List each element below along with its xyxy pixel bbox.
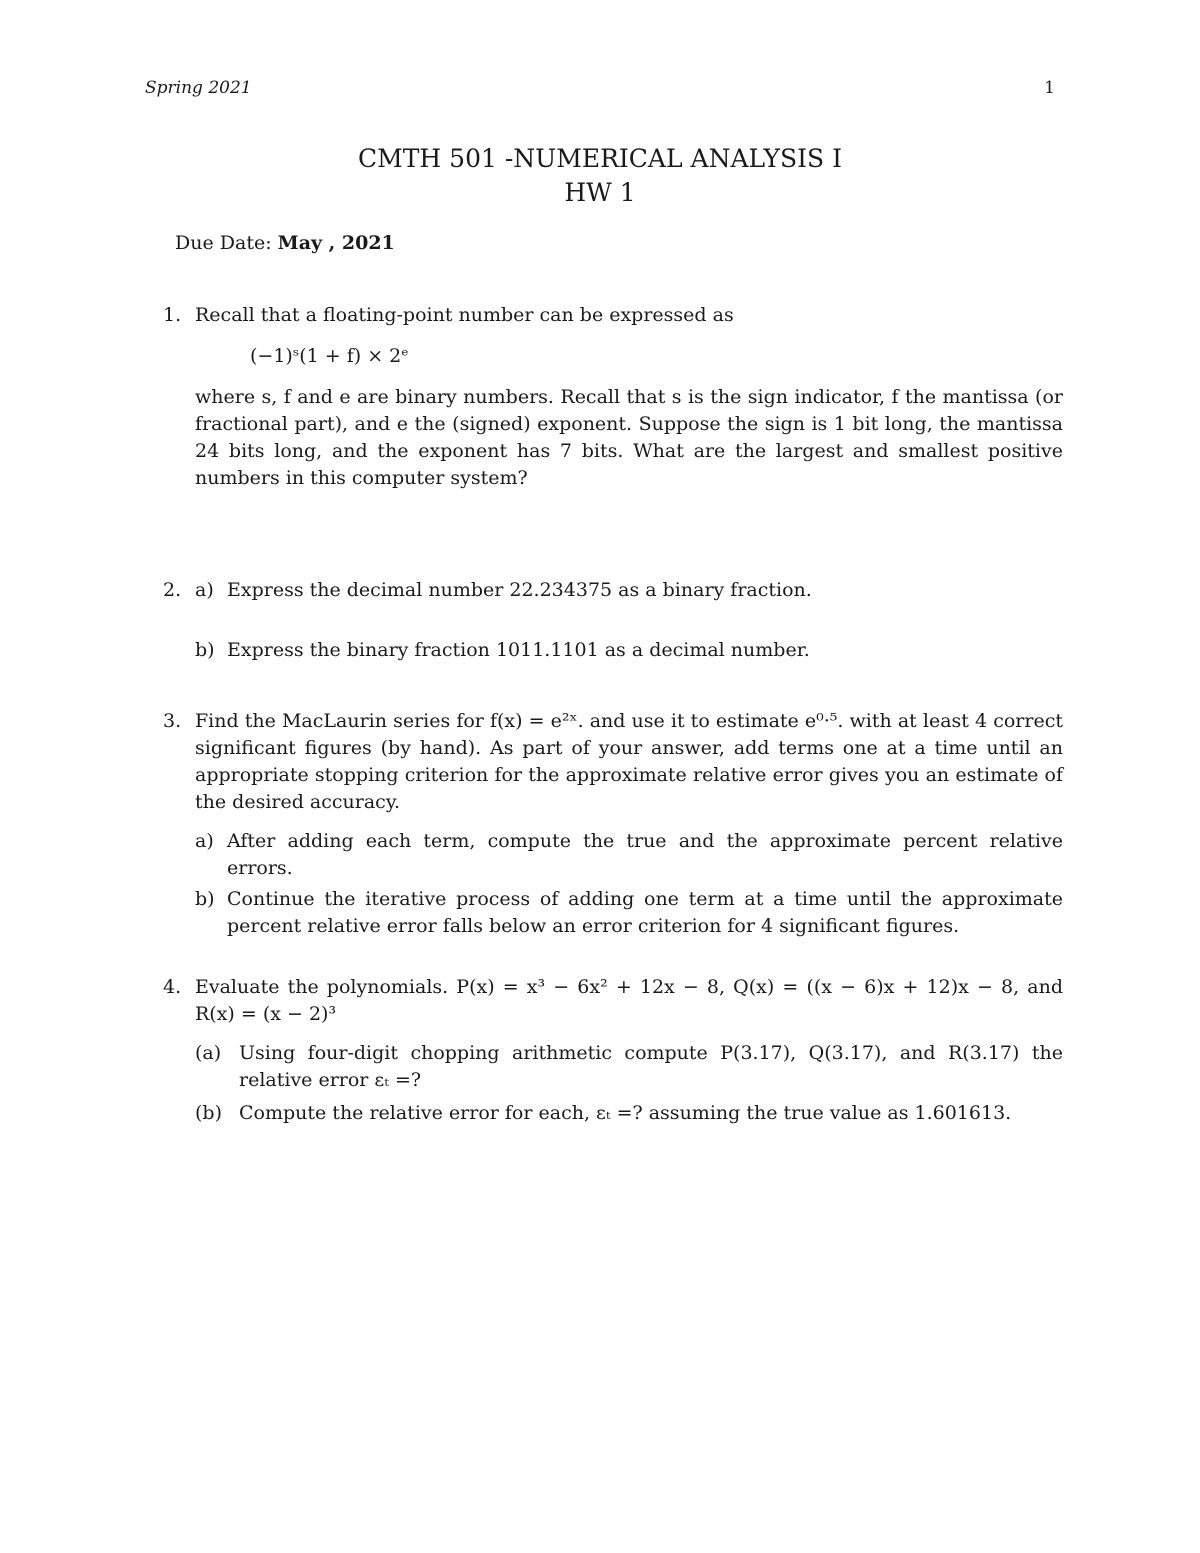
question-part xyxy=(195,828,1063,882)
running-head: Spring 2021 xyxy=(145,78,252,98)
question-3 xyxy=(163,708,1063,940)
part-text: Continue the iterative process of adding one term at a time until the approximate percent relative error falls below an error criterion for 4 significant figures. xyxy=(227,888,1063,937)
question-part xyxy=(195,1040,1063,1094)
part-text: Using four-digit chopping arithmetic compute P(3.17), Q(3.17), and R(3.17) the relative error εₜ =? xyxy=(239,1042,1063,1091)
question-number: 1. xyxy=(163,304,182,326)
part-label: a) xyxy=(195,579,214,601)
question-intro: Recall that a floating-point number can be expressed as xyxy=(195,304,734,326)
question-2 xyxy=(163,577,1063,664)
question-1 xyxy=(163,302,1063,492)
part-label: (b) xyxy=(195,1102,222,1124)
float-formula: (−1)ˢ(1 + f) × 2ᵉ xyxy=(250,345,409,367)
question-4 xyxy=(163,974,1063,1127)
part-label: b) xyxy=(195,888,215,910)
part-label: a) xyxy=(195,830,214,852)
question-body: Evaluate the polynomials. P(x) = x³ − 6x² + 12x − 8, Q(x) = ((x − 6)x + 12)x − 8, and R(x) = (x − 2)³ xyxy=(195,976,1063,1025)
course-title: CMTH 501 -NUMERICAL ANALYSIS I xyxy=(358,144,842,173)
question-part xyxy=(195,637,1063,664)
due-date xyxy=(175,232,395,254)
question-body: Find the MacLaurin series for f(x) = e²ˣ. and use it to estimate e⁰·⁵. with at least 4 correct significant figures (by hand). As part of your answer, add terms one at a time until an appropriate stopping criterion for the approximate relative error gives you an estimate of the desired accuracy. xyxy=(195,710,1063,813)
question-number: 4. xyxy=(163,976,182,998)
part-text: After adding each term, compute the true and the approximate percent relative errors. xyxy=(227,830,1063,879)
part-text: Express the decimal number 22.234375 as a binary fraction. xyxy=(227,579,812,601)
part-label: (a) xyxy=(195,1042,222,1064)
due-label: Due Date: xyxy=(175,232,272,254)
title-block xyxy=(0,142,1200,210)
question-part xyxy=(195,1100,1063,1127)
question-part xyxy=(195,577,1063,604)
question-number: 2. xyxy=(163,579,182,601)
assignment-title: HW 1 xyxy=(564,178,636,207)
question-part xyxy=(195,886,1063,940)
due-value: May , 2021 xyxy=(277,232,395,254)
part-label: b) xyxy=(195,639,215,661)
page-number: 1 xyxy=(1044,78,1055,98)
part-text: Express the binary fraction 1011.1101 as a decimal number. xyxy=(227,639,810,661)
question-body: where s, f and e are binary numbers. Recall that s is the sign indicator, f the mantissa (or fractional part), and e the (signed) exponent. Suppose the sign is 1 bit long, the mantissa 24 bits long, and the exponent has 7 bits. What are the largest and smallest positive numbers in this computer system? xyxy=(195,386,1063,489)
part-text: Compute the relative error for each, εₜ =? assuming the true value as 1.601613. xyxy=(239,1102,1012,1124)
question-number: 3. xyxy=(163,710,182,732)
